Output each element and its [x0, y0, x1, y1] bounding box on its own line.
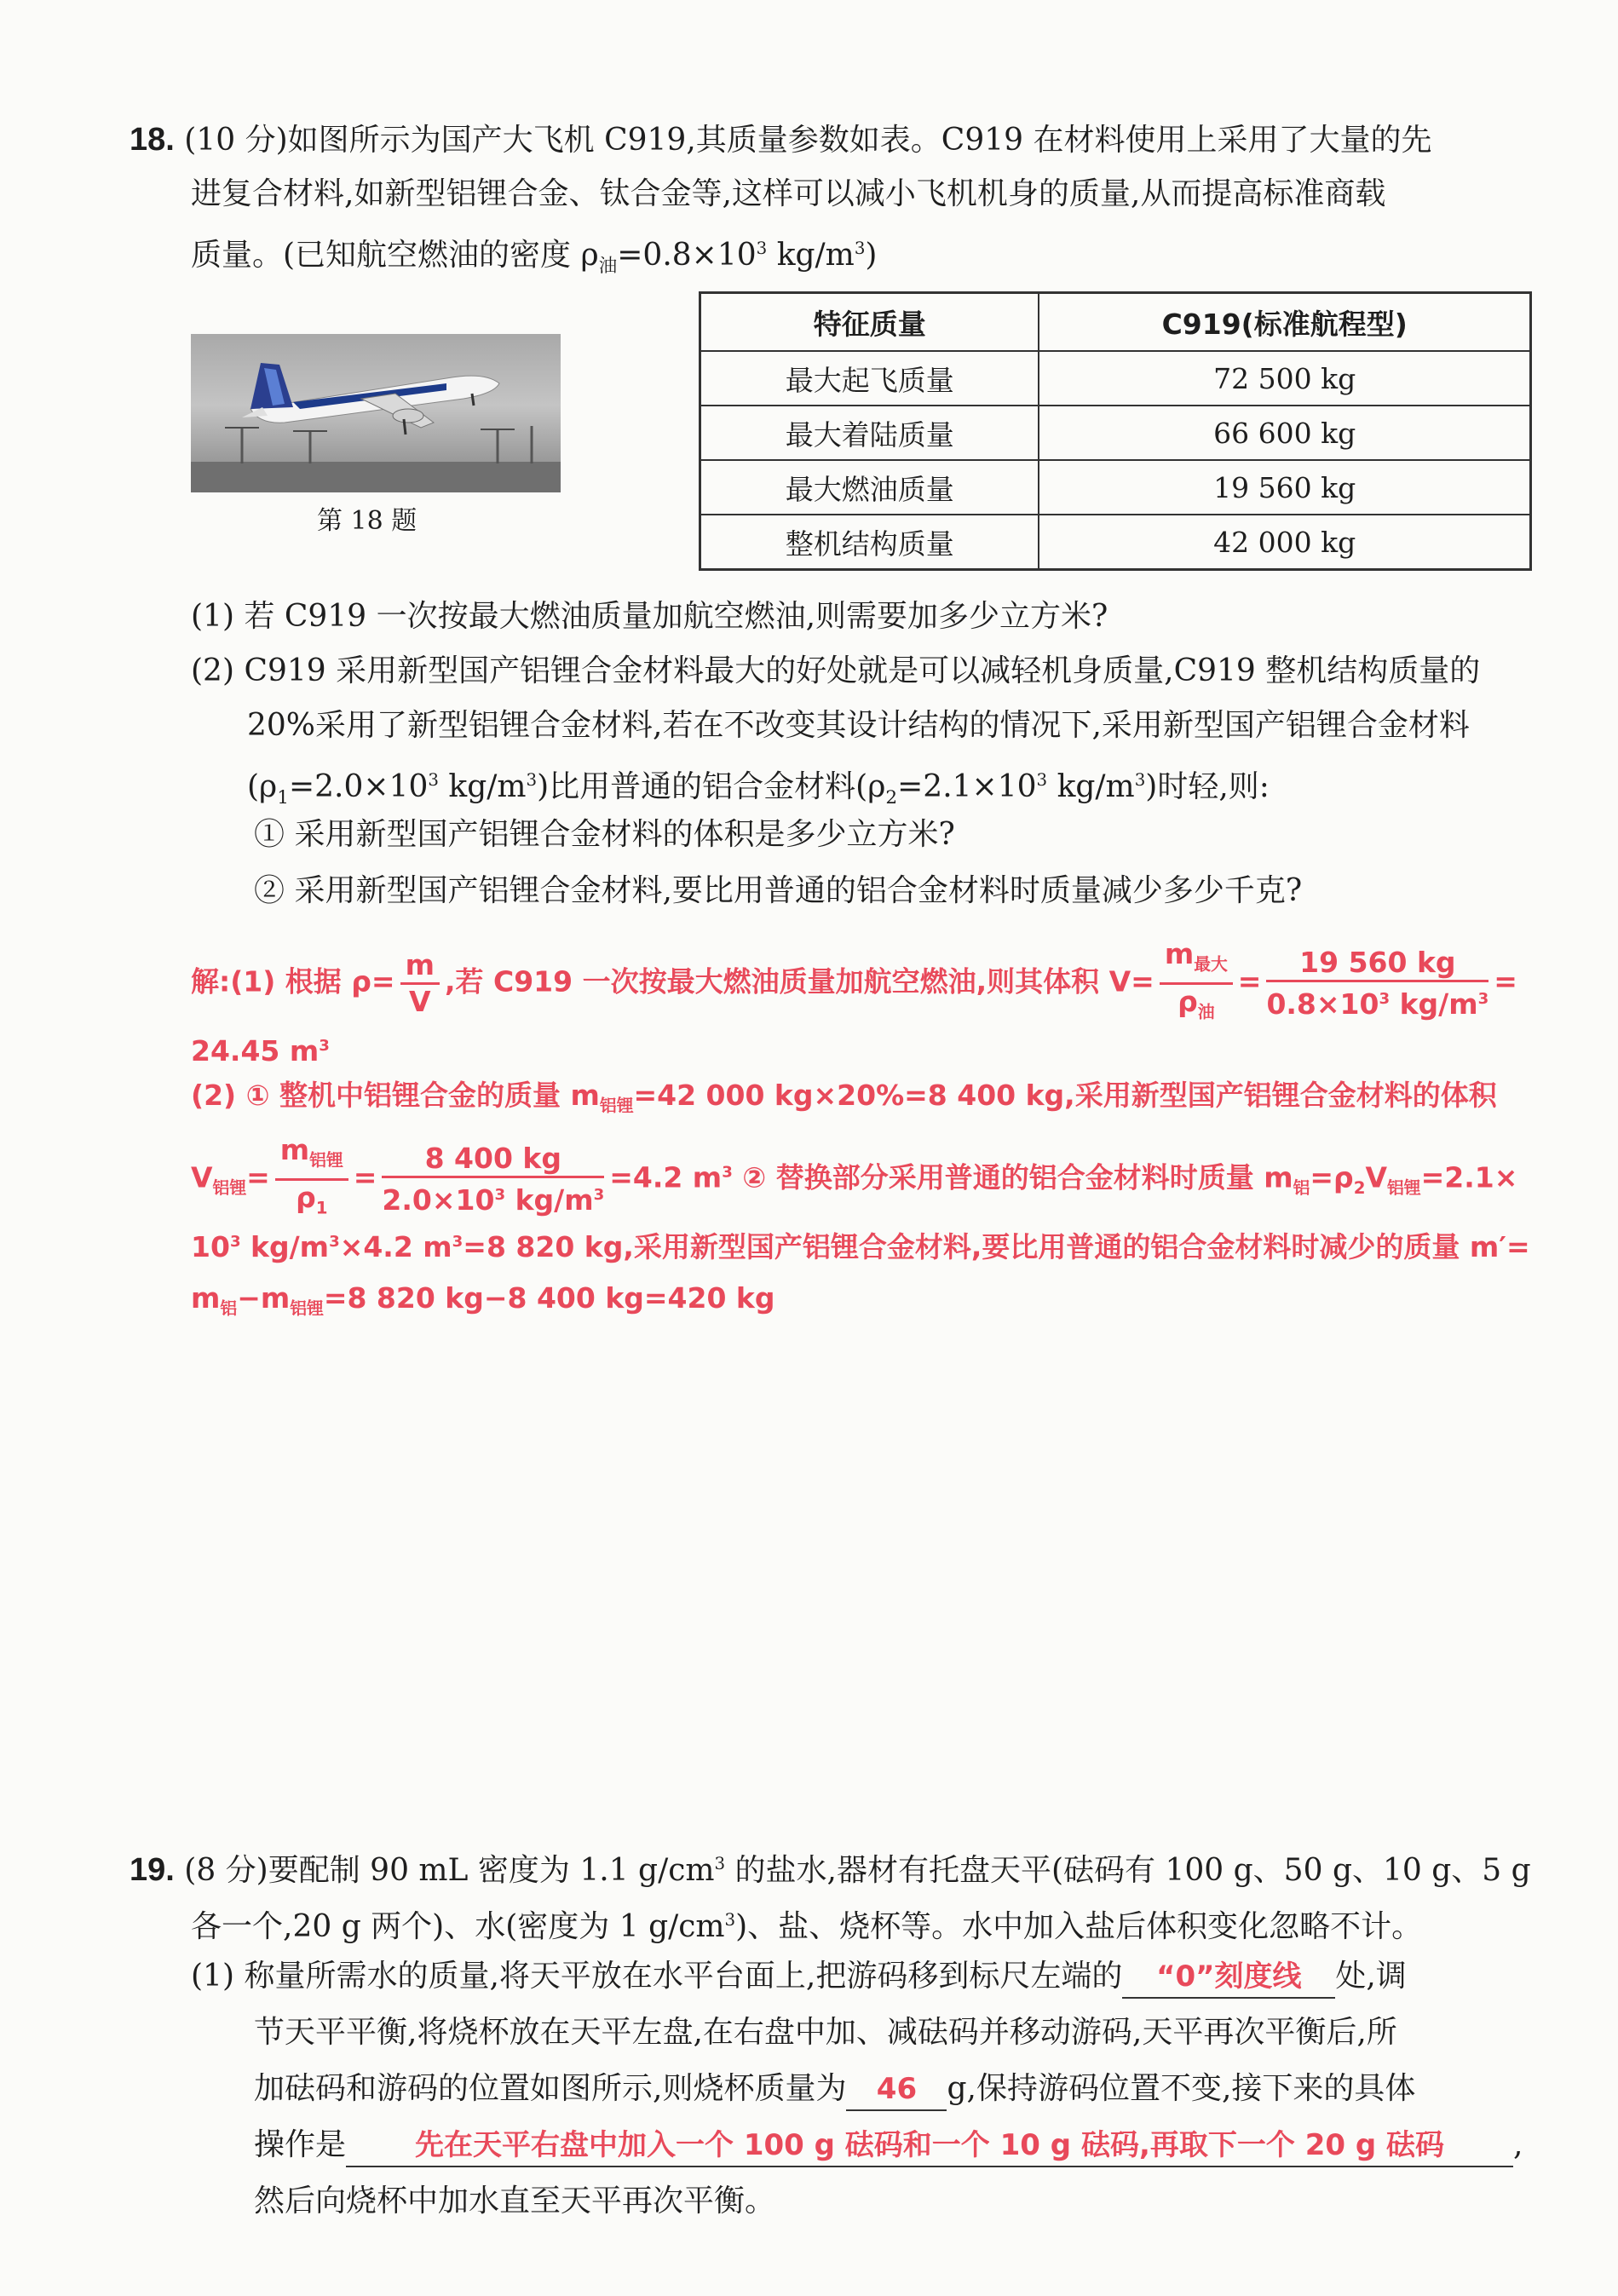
- table-cell: 42 000 kg: [1039, 515, 1530, 570]
- q18-intro-text-1: (10 分)如图所示为国产大飞机 C919,其质量参数如表。C919 在材料使用上采用了大量的先: [184, 123, 1432, 158]
- table-cell: 最大着陆质量: [700, 406, 1039, 460]
- answer-line-2: 24.45 $m^3$: [191, 1034, 330, 1067]
- answer-line-1: 解:(1) 根据 ρ= $\frac{m}{V}$ ,若 C919 一次按最大燃油质量加航空燃油,则其体积 V= $\frac{m_{最大}}{\rho_油}$ = $\frac{19 560 kg}{0.8\times 10^3 kg/m^3}$ =: [191, 937, 1517, 1029]
- answer-blank-2: 46: [846, 2069, 947, 2111]
- table-cell: 整机结构质量: [700, 515, 1039, 570]
- fraction: $\frac{8 400 kg}{2.0\times 10^3 kg/m^3}$: [382, 1141, 605, 1217]
- q19-line-5: 加砝码和游码的位置如图所示,则烧杯质量为 46 g,保持游码位置不变,接下来的具体: [254, 2069, 1415, 2111]
- table-row: [700, 515, 1531, 570]
- q18-intro-line-1: [130, 119, 1431, 161]
- q18-sub1: (1) 若 C919 一次按最大燃油质量加航空燃油,则需要加多少立方米?: [191, 599, 1108, 634]
- answer-line-5: $10^3$ $kg/m^3\times 4.2$ $m^3=8$ 820 kg,采用新型国产铝锂合金材料,要比用普通的铝合金材料时减少的质量 m′=: [191, 1230, 1530, 1263]
- q19-line-4: 节天平平衡,将烧杯放在天平左盘,在右盘中加、减砝码并移动游码,天平再次平衡后,所: [254, 2015, 1397, 2050]
- table-row: [700, 460, 1531, 515]
- table-row: [700, 406, 1531, 460]
- c919-mass-table: [699, 291, 1532, 571]
- table-cell: 最大起飞质量: [700, 351, 1039, 406]
- answer-blank-3: 先在天平右盘中加入一个 100 g 砝码和一个 10 g 砝码,再取下一个 20 g 砝码: [346, 2125, 1513, 2167]
- table-cell: 66 600 kg: [1039, 406, 1530, 460]
- q19-line-1: 19. (8 分)要配制 90 mL 密度为 1.1 $g/cm^3$ 的盐水,器材有托盘天平(砝码有 100 g、50 g、10 g、5 g: [130, 1852, 1531, 1888]
- answer-line-3: (2) ① 整机中铝锂合金的质量 $m_{铝锂}=42$ 000 kg×20%=8 400 kg,采用新型国产铝锂合金材料的体积: [191, 1079, 1497, 1116]
- q19-number: 19.: [130, 1852, 175, 1888]
- fraction: $\frac{m_{铝锂}}{\rho_1}$: [275, 1133, 348, 1225]
- q18-sub2-line-1: (2) C919 采用新型国产铝锂合金材料最大的好处就是可以减轻机身质量,C919 整机结构质量的: [191, 653, 1481, 688]
- q19-line-6: 操作是 先在天平右盘中加入一个 100 g 砝码和一个 10 g 砝码,再取下一个 20 g 砝码 ,: [254, 2125, 1523, 2167]
- table-header-row: [700, 293, 1531, 352]
- table-header-cell: 特征质量: [700, 293, 1039, 352]
- answer-line-4: $V_{铝锂}=$ $\frac{m_{铝锂}}{\rho_1}$ = $\frac{8 400 kg}{2.0\times 10^3 kg/m^3}$ =4.2 $m^3$ ② 替换部分采用普通的铝合金材料时质量 $m_铝=\rho_2V_{铝锂}=2.1\times$: [191, 1133, 1517, 1225]
- q18-intro-line-3: 质量。(已知航空燃油的密度 $\rho_油=0.8\times 10^3$ $kg/m^3$): [191, 238, 878, 278]
- table-cell: 最大燃油质量: [700, 460, 1039, 515]
- fraction: $\frac{m}{V}$: [400, 948, 440, 1019]
- table-cell: 72 500 kg: [1039, 351, 1530, 406]
- fraction: $\frac{19 560 kg}{0.8\times 10^3 kg/m^3}$: [1266, 945, 1489, 1021]
- table-header-cell: C919(标准航程型): [1039, 293, 1530, 352]
- q19-line-7: 然后向烧杯中加水直至天平再次平衡。: [254, 2184, 776, 2218]
- q19-line-3: (1) 称量所需水的质量,将天平放在水平台面上,把游码移到标尺左端的 “0”刻度线 处,调: [191, 1956, 1407, 1999]
- q18-sub2-part-ii: ② 采用新型国产铝锂合金材料,要比用普通的铝合金材料时质量减少多少千克?: [254, 873, 1303, 908]
- figure-caption: 第 18 题: [317, 506, 417, 536]
- table-row: [700, 351, 1531, 406]
- c919-airplane-photo: [191, 334, 561, 492]
- q18-sub2-line-2: 20%采用了新型铝锂合金材料,若在不改变其设计结构的情况下,采用新型国产铝锂合金材料: [247, 708, 1470, 743]
- q18-sub2-part-i: ① 采用新型国产铝锂合金材料的体积是多少立方米?: [254, 817, 955, 852]
- answer-line-6: $m_铝-m_{铝锂}=8$ 820 kg−8 400 kg=420 kg: [191, 1281, 775, 1319]
- q19-line-2: 各一个,20 g 两个)、水(密度为 1 $g/cm^3$)、盐、烧杯等。水中加入盐后体积变化忽略不计。: [191, 1909, 1423, 1944]
- q18-sub2-line-3: ($\rho_1=2.0\times 10^3$ $kg/m^3$)比用普通的铝合金材料($\rho_2=2.1\times 10^3$ $kg/m^3$)时轻,则:: [247, 769, 1270, 809]
- q18-number: 18.: [130, 122, 175, 158]
- table-cell: 19 560 kg: [1039, 460, 1530, 515]
- fraction: $\frac{m_{最大}}{\rho_油}$: [1160, 937, 1233, 1029]
- q18-intro-line-2: 进复合材料,如新型铝锂合金、钛合金等,这样可以减小飞机机身的质量,从而提高标准商载: [191, 176, 1386, 211]
- answer-blank-1: “0”刻度线: [1122, 1956, 1335, 1999]
